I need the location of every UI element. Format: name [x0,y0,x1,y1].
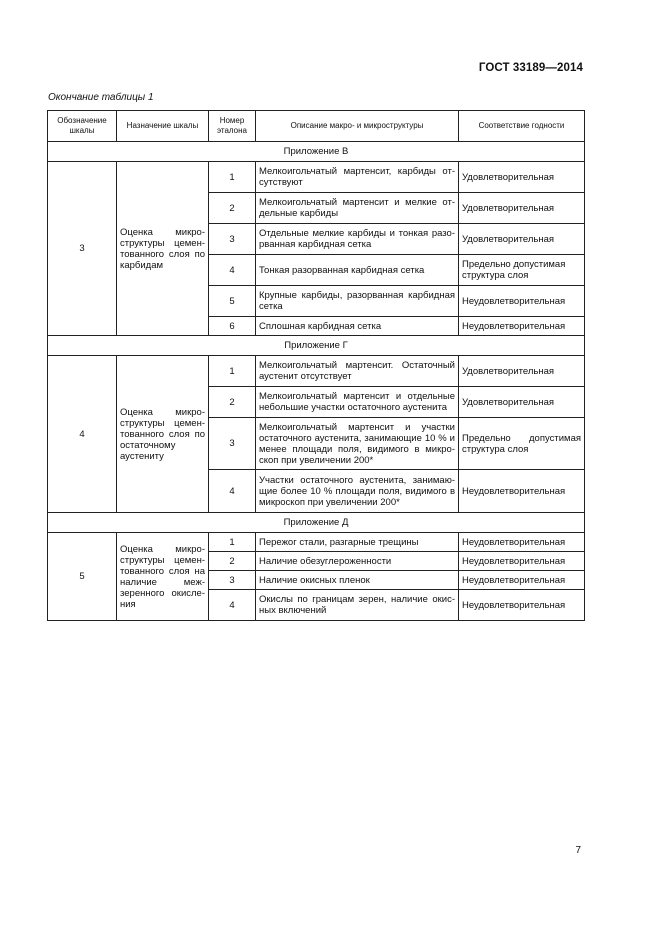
description-cell: Наличие окисных пленок [256,571,459,590]
section-title: Приложение Г [48,336,585,356]
col-header-fitness: Соответствие годности [459,111,585,142]
description-cell: Окислы по границам зерен, наличие окис-ных включений [256,590,459,621]
etalon-number-cell: 4 [209,590,256,621]
etalon-number-cell: 4 [209,255,256,286]
etalon-number-cell: 1 [209,162,256,193]
fitness-cell: Неудовлетворительная [459,533,585,552]
fitness-cell: Предельно допустимая структура слоя [459,255,585,286]
col-header-scale: Обозначение шкалы [48,111,117,142]
etalon-number-cell: 3 [209,224,256,255]
description-cell: Мелкоигольчатый мартенсит и отдельные небольшие участки остаточного аустенита [256,387,459,418]
section-header-row [48,513,585,533]
purpose-cell: Оценка микро-структуры цемен-тованного слоя по остаточному аустениту [117,356,209,513]
fitness-cell: Неудовлетворительная [459,571,585,590]
fitness-cell: Неудовлетворительная [459,286,585,317]
description-cell: Крупные карбиды, разорванная карбидная сетка [256,286,459,317]
fitness-cell: Неудовлетворительная [459,470,585,513]
etalon-number-cell: 2 [209,193,256,224]
description-cell: Мелкоигольчатый мартенсит и участки остаточного аустенита, занимающие 10 % и менее площади поля, видимого в микро-скоп при увеличении 200* [256,418,459,470]
fitness-cell: Предельно допустимая структура слоя [459,418,585,470]
table-row [48,356,585,387]
etalon-number-cell: 2 [209,387,256,418]
fitness-cell: Неудовлетворительная [459,590,585,621]
scale-cell: 5 [48,533,117,621]
page-number: 7 [575,845,581,856]
description-cell: Наличие обезуглероженности [256,552,459,571]
section-title: Приложение Д [48,513,585,533]
table-row [48,533,585,552]
etalon-number-cell: 6 [209,317,256,336]
scale-cell: 4 [48,356,117,513]
etalon-number-cell: 3 [209,571,256,590]
col-header-purpose: Назначение шкалы [117,111,209,142]
scale-table [47,110,585,621]
document-code: ГОСТ 33189—2014 [478,62,583,74]
description-cell: Отдельные мелкие карбиды и тонкая разо-рванная карбидная сетка [256,224,459,255]
description-cell: Мелкоигольчатый мартенсит, карбиды от-сутствуют [256,162,459,193]
description-cell: Мелкоигольчатый мартенсит. Остаточный аустенит отсутствует [256,356,459,387]
col-header-description: Описание макро- и микроструктуры [256,111,459,142]
description-cell: Участки остаточного аустенита, занимаю-щие более 10 % площади поля, видимого в микроскоп при увеличении 200* [256,470,459,513]
purpose-cell: Оценка микро-структуры цемен-тованного слоя на наличие меж-зеренного окисле-ния [117,533,209,621]
description-cell: Пережог стали, разгарные трещины [256,533,459,552]
purpose-cell: Оценка микро-структуры цемен-тованного слоя по карбидам [117,162,209,336]
fitness-cell: Удовлетворительная [459,356,585,387]
fitness-cell: Неудовлетворительная [459,552,585,571]
section-header-row [48,142,585,162]
description-cell: Мелкоигольчатый мартенсит и мелкие от-дельные карбиды [256,193,459,224]
description-cell: Сплошная карбидная сетка [256,317,459,336]
scale-cell: 3 [48,162,117,336]
etalon-number-cell: 5 [209,286,256,317]
fitness-cell: Удовлетворительная [459,224,585,255]
table-caption: Окончание таблицы 1 [48,92,154,103]
fitness-cell: Удовлетворительная [459,162,585,193]
fitness-cell: Неудовлетворительная [459,317,585,336]
fitness-cell: Удовлетворительная [459,193,585,224]
etalon-number-cell: 1 [209,356,256,387]
table-header-row [48,111,585,142]
fitness-cell: Удовлетворительная [459,387,585,418]
etalon-number-cell: 1 [209,533,256,552]
etalon-number-cell: 4 [209,470,256,513]
etalon-number-cell: 3 [209,418,256,470]
description-cell: Тонкая разорванная карбидная сетка [256,255,459,286]
etalon-number-cell: 2 [209,552,256,571]
col-header-number: Номер эталона [209,111,256,142]
section-header-row [48,336,585,356]
table-row [48,162,585,193]
section-title: Приложение В [48,142,585,162]
